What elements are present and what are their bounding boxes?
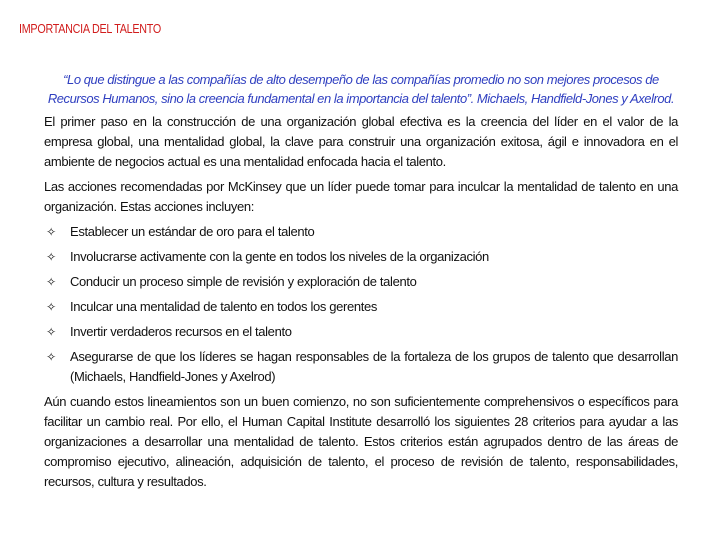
list-item xyxy=(44,247,678,267)
slide-body xyxy=(44,70,678,497)
four-pointed-star-icon: ✧ xyxy=(46,350,56,364)
four-pointed-star-icon: ✧ xyxy=(46,325,56,339)
list-item xyxy=(44,297,678,317)
list-item-text: Establecer un estándar de oro para el talento xyxy=(70,224,315,239)
four-pointed-star-icon: ✧ xyxy=(46,250,56,264)
slide-title: IMPORTANCIA DEL TALENTO xyxy=(19,22,162,36)
list-item-text: Conducir un proceso simple de revisión y exploración de talento xyxy=(70,274,417,289)
paragraph-intro: El primer paso en la construcción de una organización global efectiva es la creencia del líder en el valor de la empresa global, una mentalidad global, la clave para construir una organización exitosa, ágil e innovadora en el ambiente de negocios actual es una mentalidad enfocada hacia el talento. xyxy=(44,114,678,169)
list-item-text: Invertir verdaderos recursos en el talento xyxy=(70,324,292,339)
paragraph-mckinsey: Las acciones recomendadas por McKinsey que un líder puede tomar para inculcar la mentalidad de talento en una organización. Estas acciones incluyen: xyxy=(44,179,678,214)
four-pointed-star-icon: ✧ xyxy=(46,275,56,289)
list-item-text: Involucrarse activamente con la gente en todos los niveles de la organización xyxy=(70,249,489,264)
four-pointed-star-icon: ✧ xyxy=(46,225,56,239)
four-pointed-star-icon: ✧ xyxy=(46,300,56,314)
actions-list xyxy=(44,222,678,387)
quote: “Lo que distingue a las compañías de alto desempeño de las compañías promedio no son mejores procesos de Recursos Humanos, sino la creencia fundamental en la importancia del talento”. Michaels, Handfield-Jones y Axelrod. xyxy=(47,72,675,106)
list-item xyxy=(44,347,678,387)
list-item xyxy=(44,272,678,292)
list-item-text: Asegurarse de que los líderes se hagan responsables de la fortaleza de los grupos de talento que desarrollan (Michaels, Handfield-Jones y Axelrod) xyxy=(70,349,678,384)
list-item xyxy=(44,322,678,342)
list-item-text: Inculcar una mentalidad de talento en todos los gerentes xyxy=(70,299,378,314)
paragraph-hci: Aún cuando estos lineamientos son un buen comienzo, no son suficientemente comprehensivos o específicos para facilitar un cambio real. Por ello, el Human Capital Institute desarrolló los siguientes 28 criterios para ayudar a las organizaciones a desarrollar una mentalidad de talento. Estos criterios están agrupados dentro de las áreas de compromiso ejecutivo, alineación, adquisición de talento, el proceso de revisión de talento, responsabilidades, recursos, cultura y resultados. xyxy=(44,394,678,489)
list-item xyxy=(44,222,678,242)
